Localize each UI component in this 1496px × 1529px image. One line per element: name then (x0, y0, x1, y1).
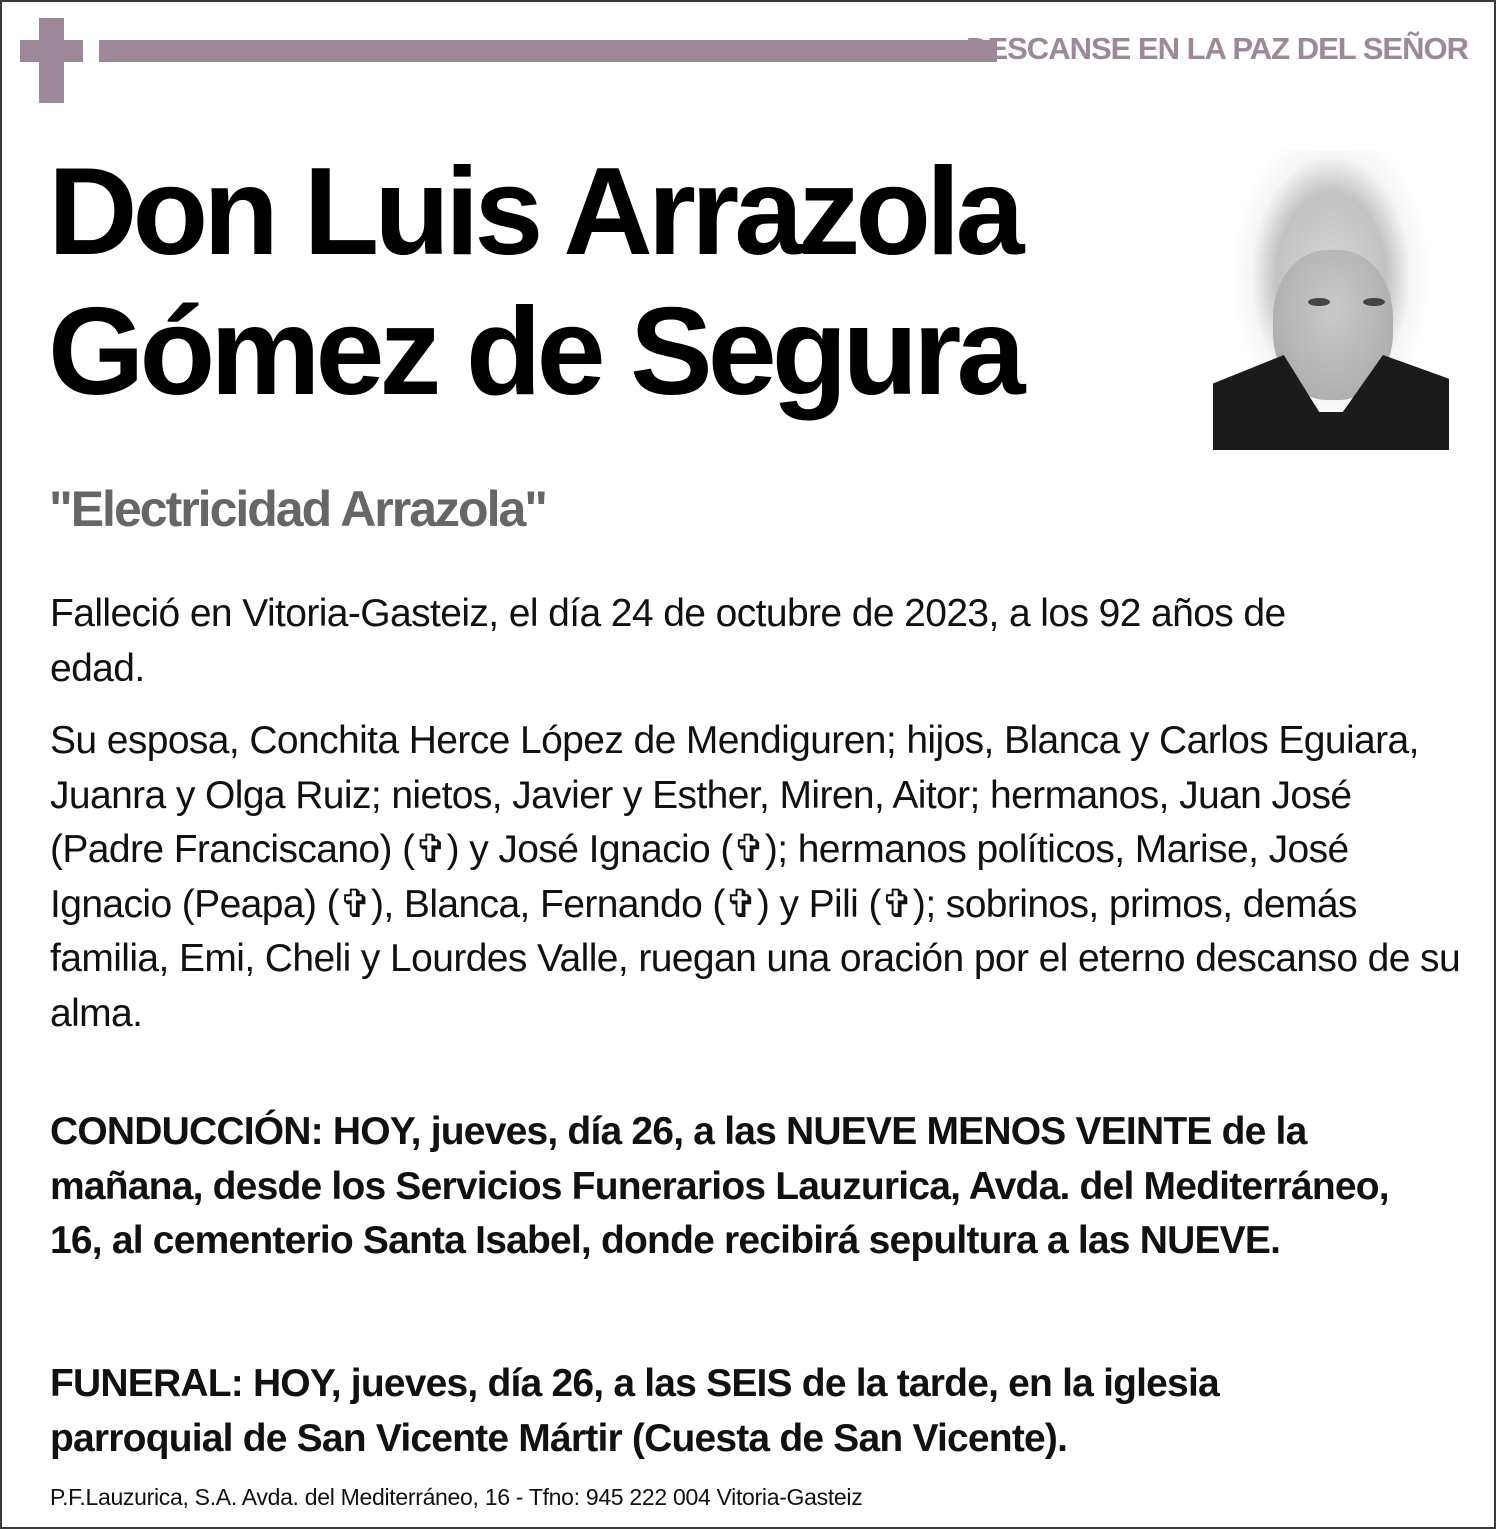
name-line-1: Don Luis Arrazola (48, 143, 1020, 281)
header-banner-text: DESCANSE EN LA PAZ DEL SEÑOR (966, 31, 1468, 66)
death-notice: Falleció en Vitoria-Gasteiz, el día 24 de octubre de 2023, a los 92 años de edad. (50, 592, 1286, 690)
header-divider-bar (99, 40, 997, 62)
deceased-name (48, 142, 1020, 422)
eye-left (1308, 298, 1330, 306)
portrait-photo (1213, 150, 1449, 450)
eye-right (1363, 298, 1385, 306)
funeral-home-footer: P.F.Lauzurica, S.A. Avda. del Mediterráneo, 16 - Tfno: 945 222 004 Vitoria-Gasteiz (50, 1484, 863, 1510)
funeral-paragraph: FUNERAL: HOY, jueves, día 26, a las SEIS de la tarde, en la iglesia parroquial de San Vicente Mártir (Cuesta de San Vicente). (50, 1362, 1219, 1460)
family-paragraph: Su esposa, Conchita Herce López de Mendiguren; hijos, Blanca y Carlos Eguiara, Juanra y Olga Ruiz; nietos, Javier y Esther, Miren, Aitor; hermanos, Juan José (Padre Franciscano) (✞) y José Ignacio (✞); hermanos políticos, Marise, José Ignacio (Peapa) (✞), Blanca, Fernando (✞) y Pili (✞); sobrinos, primos, demás familia, Emi, Cheli y Lourdes Valle, ruegan una oración por el eterno descanso de su alma. (50, 719, 1461, 1035)
conduccion-paragraph: CONDUCCIÓN: HOY, jueves, día 26, a las NUEVE MENOS VEINTE de la mañana, desde los Servicios Funerarios Lauzurica, Avda. del Mediterráneo, 16, al cementerio Santa Isabel, donde recibirá sepultura a las NUEVE. (50, 1110, 1389, 1262)
nickname: "Electricidad Arrazola" (49, 481, 546, 537)
name-line-2: Gómez de Segura (48, 283, 1021, 421)
cross-icon-arm (20, 40, 83, 62)
